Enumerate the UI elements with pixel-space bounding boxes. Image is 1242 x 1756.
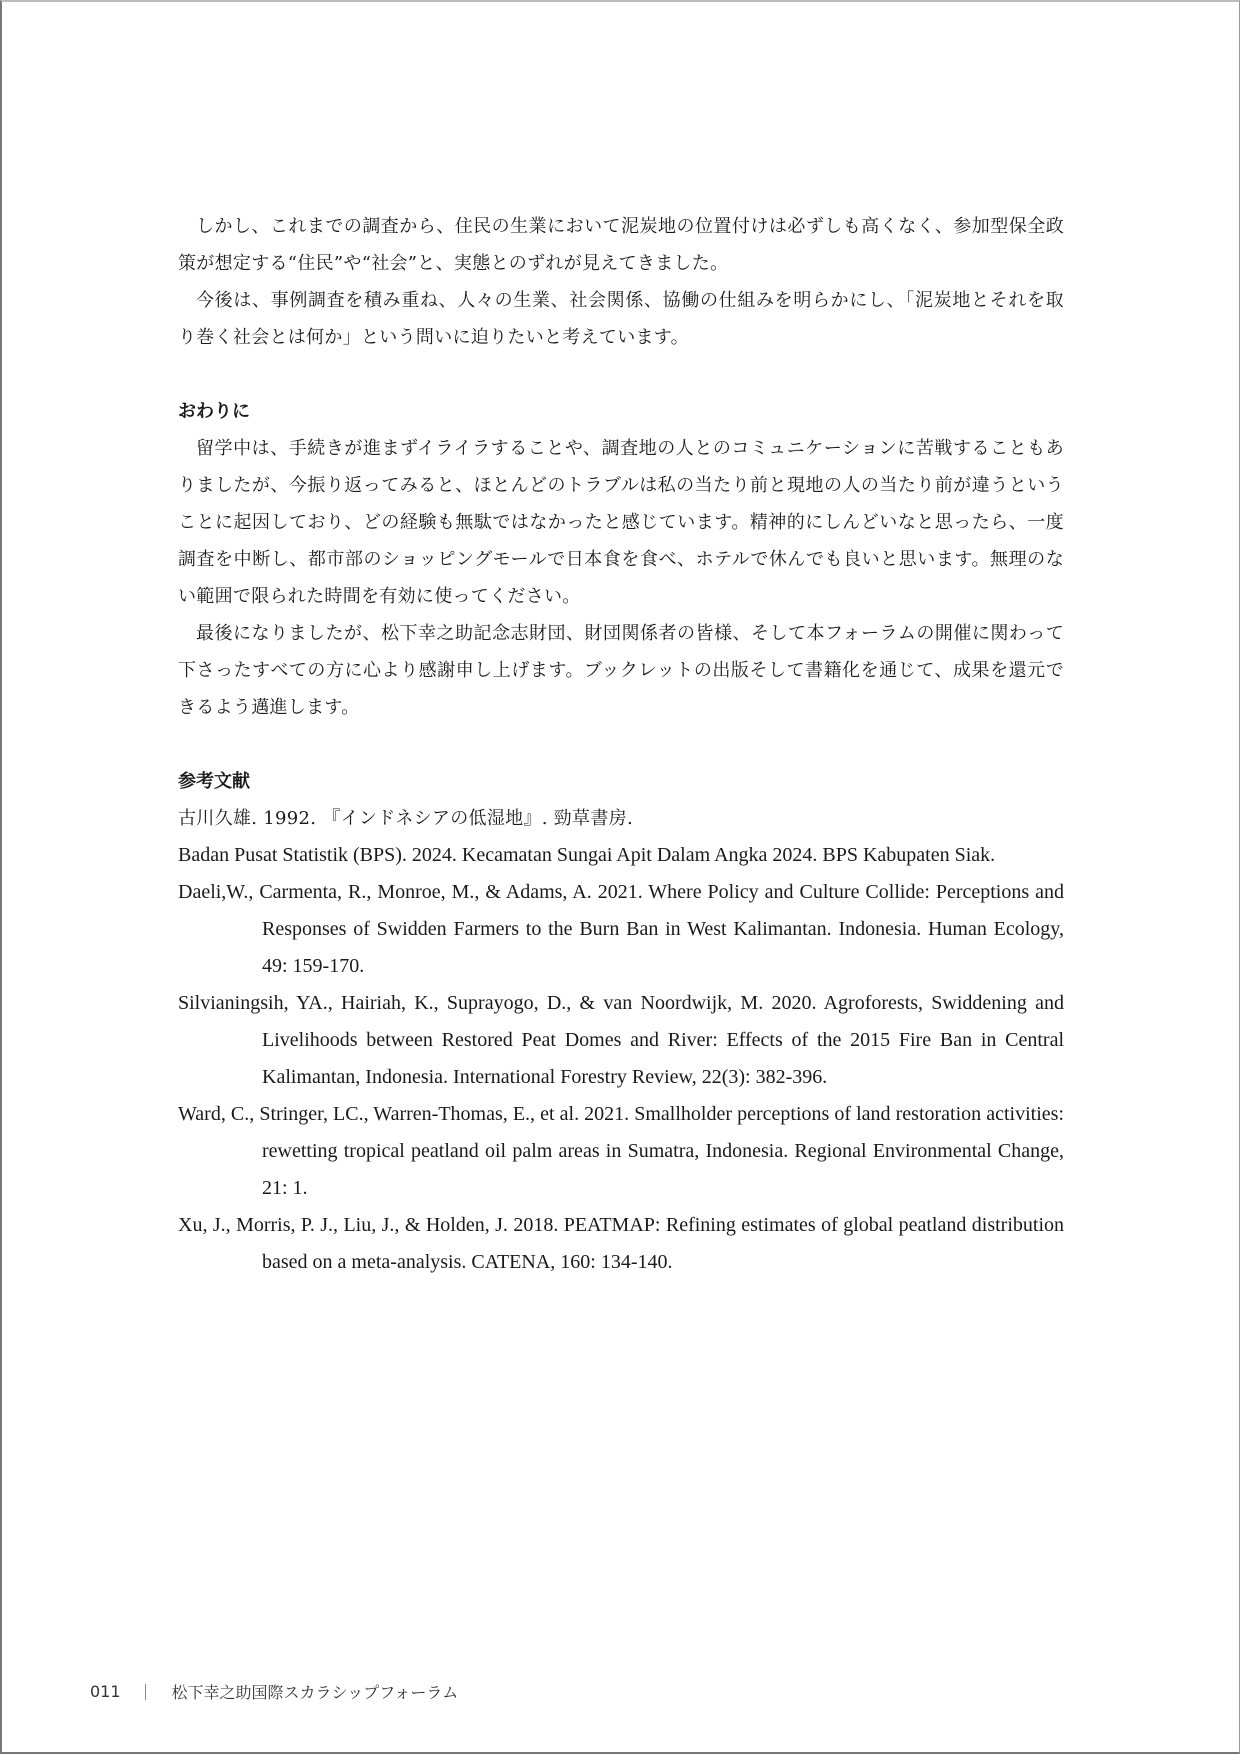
page-footer (90, 1680, 458, 1703)
reference-list (178, 800, 1064, 1281)
body-paragraph: 今後は、事例調査を積み重ね、人々の生業、社会関係、協働の仕組みを明らかにし、「泥炭地とそれを取り巻く社会とは何か」という問いに迫りたいと考えています。 (178, 290, 1064, 348)
section-heading-references: 参考文献 (178, 771, 250, 792)
body-paragraph: 最後になりましたが、松下幸之助記念志財団、財団関係者の皆様、そして本フォーラムの開催に関わって下さったすべての方に心より感謝申し上げます。ブックレットの出版そして書籍化を通じて、成果を還元できるよう邁進します。 (178, 623, 1064, 718)
reference-item: Badan Pusat Statistik (BPS). 2024. Kecamatan Sungai Apit Dalam Angka 2024. BPS Kabupaten Siak. (178, 844, 996, 866)
reference-item: 古川久雄. 1992. 『インドネシアの低湿地』. 勁草書房. (178, 808, 633, 829)
reference-item: Xu, J., Morris, P. J., Liu, J., & Holden, J. 2018. PEATMAP: Refining estimates of global peatland distribution based on a meta-analysis. CATENA, 160: 134-140. (178, 1214, 1064, 1273)
page-number: 011 (90, 1682, 121, 1701)
reference-item: Ward, C., Stringer, LC., Warren-Thomas, E., et al. 2021. Smallholder perceptions of land restoration activities: rewetting tropical peatland oil palm areas in Sumatra, Indonesia. Regional Environmental Change, 21: 1. (178, 1103, 1064, 1199)
reference-item: Daeli,W., Carmenta, R., Monroe, M., & Adams, A. 2021. Where Policy and Culture Collide: Perceptions and Responses of Swidden Farmers to the Burn Ban in West Kalimantan. Indonesia. Human Ecology, 49: 159-170. (178, 881, 1064, 977)
section-gap (178, 356, 1064, 393)
footer-divider (145, 1684, 146, 1700)
reference-item: Silvianingsih, YA., Hairiah, K., Suprayogo, D., & van Noordwijk, M. 2020. Agroforests, Swiddening and Livelihoods between Restored Peat Domes and River: Effects of the 2015 Fire Ban in Central Kalimantan, Indonesia. International Forestry Review, 22(3): 382-396. (178, 992, 1064, 1088)
publication-title: 松下幸之助国際スカラシップフォーラム (171, 1683, 459, 1702)
section-gap (178, 726, 1064, 763)
page-content (178, 208, 1064, 1281)
body-paragraph: しかし、これまでの調査から、住民の生業において泥炭地の位置付けは必ずしも高くなく、参加型保全政策が想定する“住民”や“社会”と、実態とのずれが見えてきました。 (178, 216, 1064, 274)
section-heading-conclusion: おわりに (178, 401, 250, 422)
body-paragraph: 留学中は、手続きが進まずイライラすることや、調査地の人とのコミュニケーションに苦戦することもありましたが、今振り返ってみると、ほとんどのトラブルは私の当たり前と現地の人の当たり前が違うということに起因しており、どの経験も無駄ではなかったと感じています。精神的にしんどいなと思ったら、一度調査を中断し、都市部のショッピングモールで日本食を食べ、ホテルで休んでも良いと思います。無理のない範囲で限られた時間を有効に使ってください。 (178, 438, 1064, 607)
